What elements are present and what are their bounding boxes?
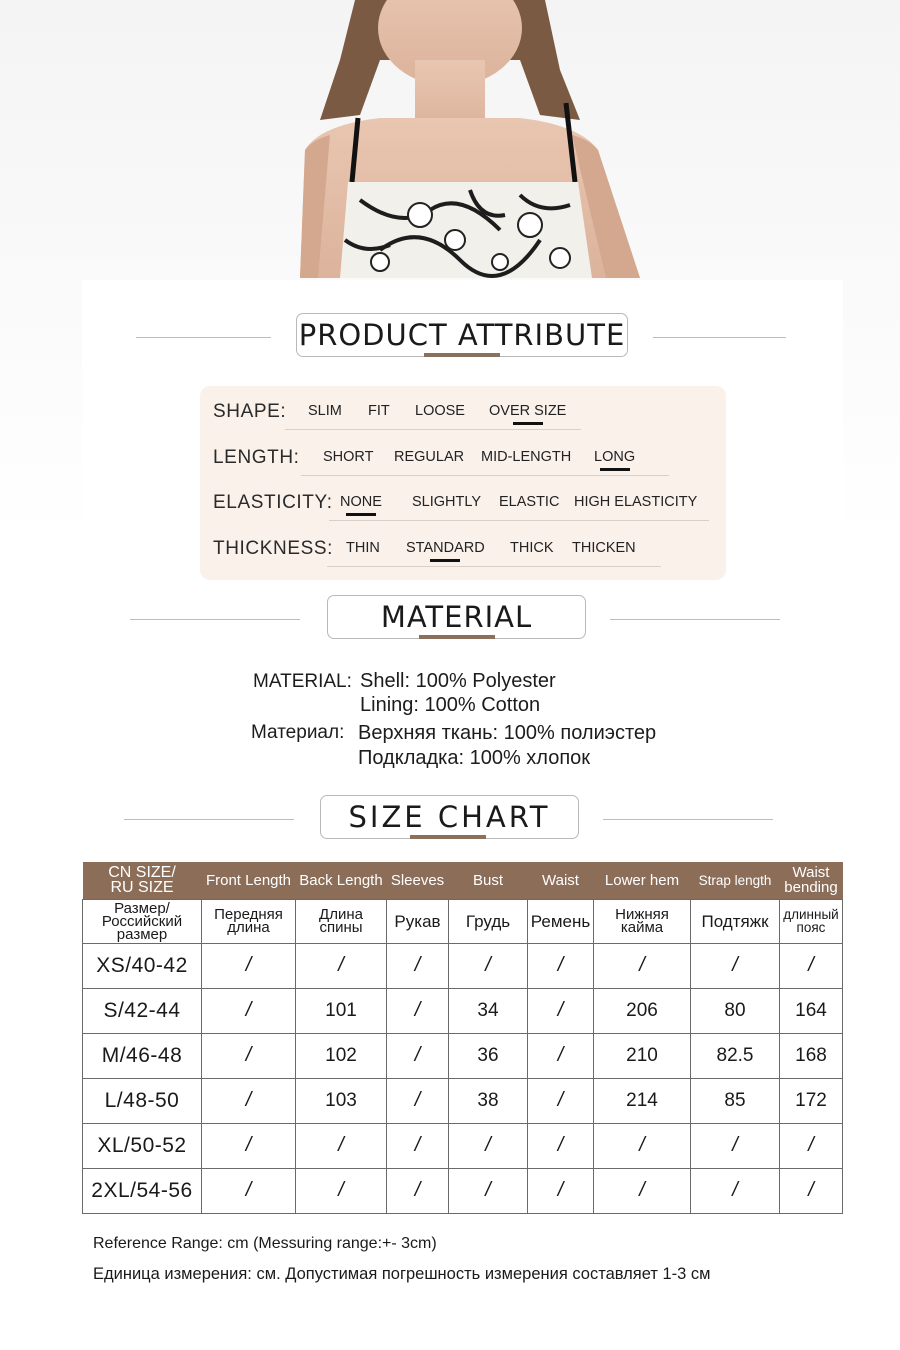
- product-attribute-header: [82, 313, 843, 363]
- table-row: [83, 1078, 843, 1123]
- title-underline: [424, 353, 500, 357]
- attribute-option: SHORT: [323, 449, 374, 465]
- header-rule-left: [136, 337, 271, 338]
- material-lining-ru: Подкладка: 100% хлопок: [358, 747, 591, 769]
- attribute-row-length: [213, 443, 683, 477]
- header-cell-en: Back Length: [296, 862, 387, 899]
- reference-note-en: Reference Range: cm (Messuring range:+- 3cm): [93, 1235, 437, 1252]
- header-cell-en: Waist bending: [780, 862, 843, 899]
- size-cell: XL/50-52: [83, 1123, 202, 1168]
- header-cell-ru: Нижняя кайма: [594, 899, 691, 943]
- header-rule-right: [603, 819, 773, 820]
- size-cell: M/46-48: [83, 1033, 202, 1078]
- title-underline: [410, 835, 486, 839]
- attribute-rule: [327, 566, 661, 567]
- measure-cell: /: [202, 1078, 296, 1123]
- measure-cell: 172: [780, 1078, 843, 1123]
- attribute-option-selected: STANDARD: [406, 540, 485, 556]
- attribute-option: HIGH ELASTICITY: [574, 494, 698, 510]
- measure-cell: /: [594, 1123, 691, 1168]
- attribute-row-thickness: [213, 534, 673, 568]
- material-label-ru: Материал:: [251, 722, 345, 743]
- measure-cell: /: [202, 1033, 296, 1078]
- header-rule-right: [610, 619, 780, 620]
- attribute-label: ELASTICITY:: [213, 492, 333, 513]
- section-title: SIZE CHART: [320, 795, 579, 839]
- attribute-rule: [285, 429, 581, 430]
- measure-cell: 34: [449, 988, 528, 1033]
- attribute-label: LENGTH:: [213, 447, 300, 468]
- attribute-label: SHAPE:: [213, 401, 287, 422]
- attribute-label: THICKNESS:: [213, 538, 334, 559]
- measure-cell: /: [691, 1168, 780, 1213]
- measure-cell: /: [528, 988, 594, 1033]
- material-label-en: MATERIAL:: [253, 671, 352, 692]
- measure-cell: 210: [594, 1033, 691, 1078]
- measure-cell: 82.5: [691, 1033, 780, 1078]
- size-rows: [83, 943, 843, 1213]
- header-rule-left: [124, 819, 294, 820]
- measure-cell: 168: [780, 1033, 843, 1078]
- reference-note-ru: Единица измерения: см. Допустимая погрешность измерения составляет 1-3 см: [93, 1265, 711, 1283]
- table-row: [83, 1033, 843, 1078]
- measure-cell: /: [202, 988, 296, 1033]
- measure-cell: 38: [449, 1078, 528, 1123]
- measure-cell: 164: [780, 988, 843, 1033]
- measure-cell: /: [780, 943, 843, 988]
- measure-cell: /: [528, 943, 594, 988]
- header-cell-en: Sleeves: [387, 862, 449, 899]
- measure-cell: /: [528, 1078, 594, 1123]
- header-cell-ru: Ремень: [528, 899, 594, 943]
- measure-cell: /: [528, 1033, 594, 1078]
- attribute-option: MID-LENGTH: [481, 449, 572, 465]
- attribute-rule: [329, 520, 709, 521]
- measure-cell: /: [387, 988, 449, 1033]
- attribute-option: LOOSE: [415, 403, 465, 419]
- attribute-option: THICK: [510, 540, 554, 556]
- size-cell: S/42-44: [83, 988, 202, 1033]
- measure-cell: /: [202, 943, 296, 988]
- header-cell-ru: длинный пояс: [780, 899, 843, 943]
- measure-cell: /: [528, 1123, 594, 1168]
- header-cell-ru: Передняя длина: [202, 899, 296, 943]
- table-row: [83, 1123, 843, 1168]
- header-cell-en: Bust: [449, 862, 528, 899]
- attribute-option: SLIGHTLY: [412, 494, 482, 510]
- size-chart: [82, 862, 843, 1214]
- measure-cell: 36: [449, 1033, 528, 1078]
- measure-cell: /: [387, 1123, 449, 1168]
- table-row: [83, 1168, 843, 1213]
- measure-cell: 101: [296, 988, 387, 1033]
- size-chart-header: [82, 795, 843, 845]
- header-rule-right: [653, 337, 786, 338]
- material-shell-ru: Верхняя ткань: 100% полиэстер: [358, 722, 657, 744]
- attribute-rule: [301, 475, 669, 476]
- material-header: [82, 595, 843, 645]
- table-row: [83, 943, 843, 988]
- measure-cell: /: [387, 1078, 449, 1123]
- measure-cell: /: [387, 1168, 449, 1213]
- measure-cell: /: [296, 1123, 387, 1168]
- header-cell-ru: Грудь: [449, 899, 528, 943]
- measure-cell: /: [780, 1168, 843, 1213]
- measure-cell: /: [528, 1168, 594, 1213]
- info-card: [82, 280, 843, 1295]
- measure-cell: /: [387, 943, 449, 988]
- attribute-option-selected: LONG: [594, 449, 636, 465]
- material-shell-en: Shell: 100% Polyester: [360, 670, 556, 692]
- measure-cell: /: [296, 943, 387, 988]
- measure-cell: /: [691, 943, 780, 988]
- measure-cell: /: [449, 943, 528, 988]
- measure-cell: 214: [594, 1078, 691, 1123]
- header-cell-ru: Размер/ Российский размер: [83, 899, 202, 943]
- attribute-option-selected: NONE: [340, 494, 382, 510]
- attribute-option: REGULAR: [394, 449, 465, 465]
- measure-cell: 85: [691, 1078, 780, 1123]
- attribute-row-shape: [213, 397, 633, 431]
- measure-cell: /: [594, 1168, 691, 1213]
- section-title: MATERIAL: [327, 595, 586, 639]
- header-cell-ru: Длина спины: [296, 899, 387, 943]
- header-row-en: [83, 862, 843, 899]
- measure-cell: /: [387, 1033, 449, 1078]
- header-cell-en: Lower hem: [594, 862, 691, 899]
- header-rule-left: [130, 619, 300, 620]
- table-row: [83, 988, 843, 1033]
- measure-cell: 206: [594, 988, 691, 1033]
- size-cell: 2XL/54-56: [83, 1168, 202, 1213]
- measure-cell: /: [296, 1168, 387, 1213]
- size-cell: XS/40-42: [83, 943, 202, 988]
- header-cell-ru: Подтяжк: [691, 899, 780, 943]
- header-cell-en: Waist: [528, 862, 594, 899]
- attribute-option: THICKEN: [572, 540, 636, 556]
- measure-cell: 80: [691, 988, 780, 1033]
- material-lining-en: Lining: 100% Cotton: [360, 694, 541, 716]
- attribute-option: ELASTIC: [499, 494, 560, 510]
- measure-cell: /: [449, 1168, 528, 1213]
- measure-cell: /: [594, 943, 691, 988]
- header-cell-en: Strap length: [691, 862, 780, 899]
- size-table: [82, 862, 843, 1214]
- attribute-option: THIN: [346, 540, 380, 556]
- measure-cell: /: [691, 1123, 780, 1168]
- measure-cell: /: [202, 1168, 296, 1213]
- attribute-row-elasticity: [213, 488, 713, 522]
- measure-cell: /: [780, 1123, 843, 1168]
- measure-cell: /: [449, 1123, 528, 1168]
- measure-cell: 103: [296, 1078, 387, 1123]
- header-row-ru: [83, 899, 843, 943]
- attribute-option: FIT: [368, 403, 390, 419]
- section-title: PRODUCT ATTRIBUTE: [296, 313, 628, 357]
- size-cell: L/48-50: [83, 1078, 202, 1123]
- attribute-option-selected: OVER SIZE: [489, 403, 567, 419]
- header-cell-en: Front Length: [202, 862, 296, 899]
- title-underline: [419, 635, 495, 639]
- header-cell-ru: Рукав: [387, 899, 449, 943]
- measure-cell: 102: [296, 1033, 387, 1078]
- header-cell-en: CN SIZE/ RU SIZE: [83, 862, 202, 899]
- measure-cell: /: [202, 1123, 296, 1168]
- attribute-option: SLIM: [308, 403, 342, 419]
